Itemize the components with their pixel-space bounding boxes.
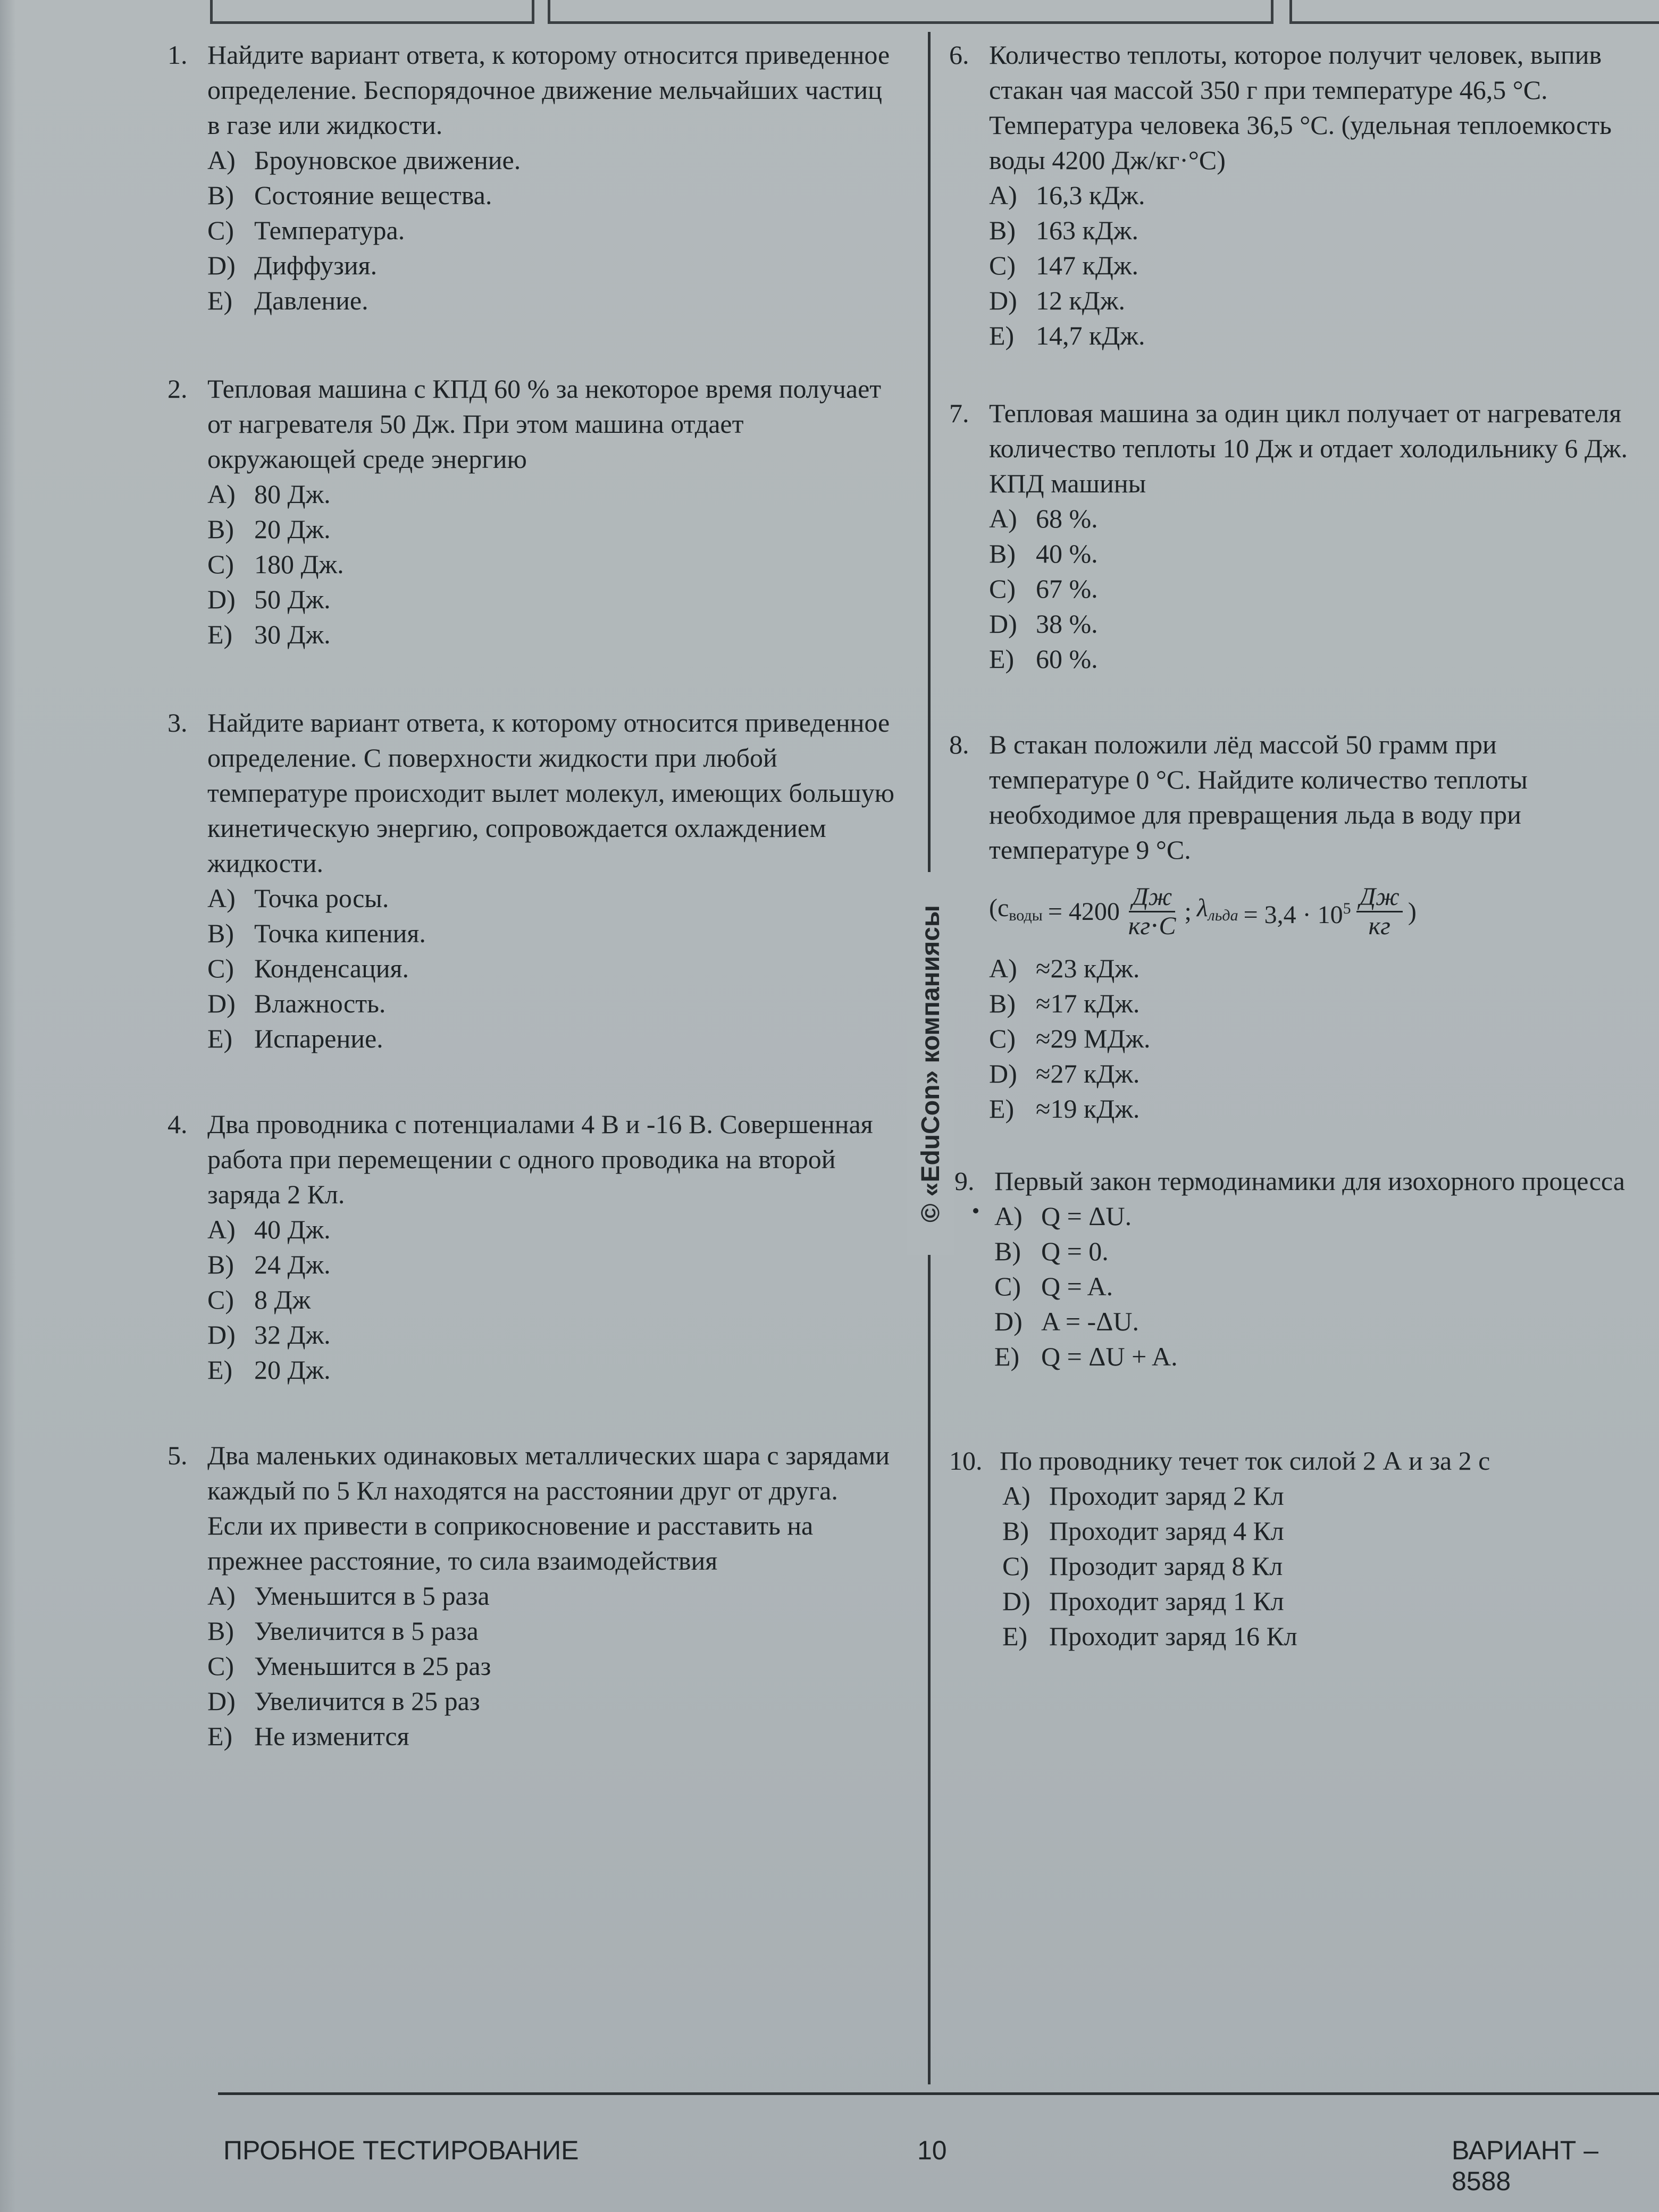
right-column <box>936 37 1643 1695</box>
formula-separator: ; <box>1184 897 1192 926</box>
option-d[interactable]: D) Диффузия. <box>207 250 378 280</box>
mark-dot <box>973 1208 978 1213</box>
option-d[interactable]: D) 50 Дж. <box>207 584 331 614</box>
question-2 <box>167 371 899 652</box>
watermark: © «EduCon» компаниясы <box>916 904 945 1222</box>
question-number: 2. <box>167 374 188 404</box>
option-e[interactable]: E) Испарение. <box>207 1024 383 1053</box>
question-6 <box>949 37 1643 353</box>
question-7 <box>949 396 1643 676</box>
option-a[interactable]: A) Броуновское движение. <box>207 145 521 175</box>
option-e[interactable]: E) Проходит заряд 16 Кл <box>1002 1621 1297 1651</box>
option-a[interactable]: A) Q = ΔU. <box>994 1199 1643 1234</box>
question-text: Найдите вариант ответа, к которому относится приведенное определение. Беспорядочное движение мельчайших частиц в газе или жидкости. <box>207 40 890 140</box>
option-d[interactable]: D) 38 %. <box>989 609 1098 639</box>
options-list <box>989 501 1643 676</box>
unit-fraction-1: $\frac{Дж}{кг\cdot С}$ <box>1128 883 1176 940</box>
question-text: Найдите вариант ответа, к которому относится приведенное определение. С поверхности жидкости при любой температуре происходит вылет молекул, имеющих большую кинетическую энергию, сопровождается охлаждением жидкости. <box>207 708 894 878</box>
question-5 <box>167 1438 899 1754</box>
option-d[interactable]: D) Влажность. <box>207 988 386 1018</box>
question-number: 8. <box>949 730 969 759</box>
question-number: 7. <box>949 398 969 428</box>
formula-open: (с <box>989 893 1009 922</box>
option-c[interactable]: C) Температура. <box>207 215 405 245</box>
option-b[interactable]: B) Q = 0. <box>994 1236 1109 1266</box>
options-list <box>989 951 1643 1126</box>
option-a[interactable]: A) Проходит заряд 2 Кл <box>1002 1481 1284 1511</box>
lambda-exponent: 5 <box>1343 899 1351 917</box>
question-text: Первый закон термодинамики для изохорного процесса <box>994 1166 1625 1196</box>
option-c[interactable]: C) 180 Дж. <box>207 549 344 579</box>
lambda-value: = 3,4 · 10 <box>1243 900 1343 929</box>
c-subscript: воды <box>1009 906 1043 924</box>
question-3 <box>167 705 899 1056</box>
question-text: Тепловая машина с КПД 60 % за некоторое время получает от нагревателя 50 Дж. При этом машина отдает окружающей среде энергию <box>207 374 882 474</box>
question-number: 4. <box>167 1109 188 1139</box>
question-number: 6. <box>949 40 969 70</box>
options-list <box>207 1212 899 1387</box>
option-a[interactable]: A) Точка росы. <box>207 883 389 913</box>
option-b[interactable]: B) 40 %. <box>989 539 1098 568</box>
unit-fraction-2: $\frac{Дж}{кг}$ <box>1356 883 1403 940</box>
header-box-left <box>210 0 534 24</box>
question-text: В стакан положили лёд массой 50 грамм при температуре 0 °С. Найдите количество теплоты необходимое для превращения льда в воду при температуре 9 °С. <box>989 730 1528 865</box>
option-c[interactable]: C) Уменьшится в 25 раз <box>207 1651 491 1681</box>
options-list <box>989 178 1643 353</box>
option-a[interactable]: A) Уменьшится в 5 раза <box>207 1581 490 1611</box>
question-text: Два проводника с потенциалами 4 В и -16 В. Совершенная работа при перемещении с одного проводика на второй заряда 2 Кл. <box>207 1109 873 1209</box>
question-number: 5. <box>167 1440 188 1470</box>
option-c[interactable]: C) Конденсация. <box>207 953 409 983</box>
formula-close: ) <box>1407 897 1417 926</box>
question-text: Два маленьких одинаковых металлических шара с зарядами каждый по 5 Кл находятся на расстоянии друг от друга. Если их привести в соприкосновение и расставить на прежнее расстояние, то сила взаимодействия <box>207 1440 890 1576</box>
option-e[interactable]: E) 14,7 кДж. <box>989 321 1145 350</box>
option-a[interactable]: A) 40 Дж. <box>207 1214 331 1244</box>
options-list <box>207 476 899 652</box>
option-b[interactable]: B) Проходит заряд 4 Кл <box>1002 1516 1284 1546</box>
question-8 <box>949 727 1643 1126</box>
option-b[interactable]: B) 163 кДж. <box>989 215 1138 245</box>
header-box-right <box>1289 0 1659 24</box>
option-e[interactable]: E) 20 Дж. <box>207 1355 331 1385</box>
option-c[interactable]: C) 8 Дж <box>207 1285 311 1314</box>
variant-label: ВАРИАНТ – 8588 <box>1452 2135 1599 2196</box>
options-list <box>1002 1478 1643 1654</box>
option-e[interactable]: E) 30 Дж. <box>207 619 331 649</box>
option-c[interactable]: C) Q = A. <box>994 1271 1113 1301</box>
option-a[interactable]: A) ≈23 кДж. <box>989 953 1140 983</box>
option-c[interactable]: C) ≈29 МДж. <box>989 1024 1151 1053</box>
option-c[interactable]: C) 67 %. <box>989 574 1098 604</box>
option-d[interactable]: D) ≈27 кДж. <box>989 1059 1140 1088</box>
option-d[interactable]: D) Проходит заряд 1 Кл <box>1002 1586 1284 1616</box>
option-b[interactable]: B) 24 Дж. <box>207 1250 331 1279</box>
question-1 <box>167 37 899 318</box>
lambda-symbol: λ <box>1196 893 1208 922</box>
question-4 <box>167 1107 899 1387</box>
question-9 <box>954 1163 1643 1374</box>
c-value: = 4200 <box>1048 897 1120 926</box>
option-b[interactable]: B) Состояние вещества. <box>207 180 492 210</box>
footer-rule <box>218 2092 1659 2095</box>
lambda-subscript: льда <box>1208 906 1238 924</box>
option-b[interactable]: B) Увеличится в 5 раза <box>207 1616 479 1646</box>
question-number: 10. <box>949 1446 983 1476</box>
option-e[interactable]: E) Q = ΔU + A. <box>994 1342 1178 1371</box>
option-b[interactable]: B) ≈17 кДж. <box>989 988 1140 1018</box>
question-text: Тепловая машина за один цикл получает от нагревателя количество теплоты 10 Дж и отдает холодильнику 6 Дж. КПД машины <box>989 398 1628 498</box>
option-b[interactable]: B) Точка кипения. <box>207 918 426 948</box>
question-10 <box>949 1443 1643 1654</box>
option-c[interactable]: C) 147 кДж. <box>989 250 1138 280</box>
question-number: 9. <box>954 1166 975 1196</box>
left-column <box>167 37 899 1795</box>
footer-title: ПРОБНОЕ ТЕСТИРОВАНИЕ <box>223 2135 579 2165</box>
option-a[interactable]: A) 68 %. <box>989 504 1098 533</box>
options-list <box>207 881 899 1056</box>
options-list <box>207 1578 899 1754</box>
option-a[interactable]: A) 16,3 кДж. <box>989 180 1145 210</box>
constants-formula <box>989 883 1643 940</box>
question-number: 1. <box>167 40 188 70</box>
question-text: По проводнику течет ток силой 2 А и за 2 с <box>1000 1446 1490 1476</box>
option-d[interactable]: D) Увеличится в 25 раз <box>207 1686 480 1716</box>
header-box-center <box>548 0 1273 24</box>
page-edge-shadow <box>0 0 16 2212</box>
option-e[interactable]: E) 60 %. <box>989 644 1098 674</box>
page-number: 10 <box>917 2135 947 2165</box>
option-d[interactable]: D) 12 кДж. <box>989 286 1125 315</box>
option-c[interactable]: C) Прозодит заряд 8 Кл <box>1002 1551 1283 1581</box>
question-number: 3. <box>167 708 188 738</box>
option-e[interactable]: E) ≈19 кДж. <box>989 1094 1140 1124</box>
option-d[interactable]: D) 32 Дж. <box>207 1320 331 1350</box>
question-text: Количество теплоты, которое получит человек, выпив стакан чая массой 350 г при температуре 46,5 °С. Температура человека 36,5 °С. (удельная теплоемкость воды 4200 Дж/кг·°С) <box>989 40 1612 175</box>
option-e[interactable]: E) Давление. <box>207 286 368 315</box>
option-a[interactable]: A) 80 Дж. <box>207 479 331 509</box>
options-list <box>207 143 899 318</box>
options-list <box>994 1199 1643 1374</box>
option-b[interactable]: B) 20 Дж. <box>207 514 331 544</box>
option-e[interactable]: E) Не изменится <box>207 1721 409 1751</box>
option-d[interactable]: D) A = -ΔU. <box>994 1306 1139 1336</box>
